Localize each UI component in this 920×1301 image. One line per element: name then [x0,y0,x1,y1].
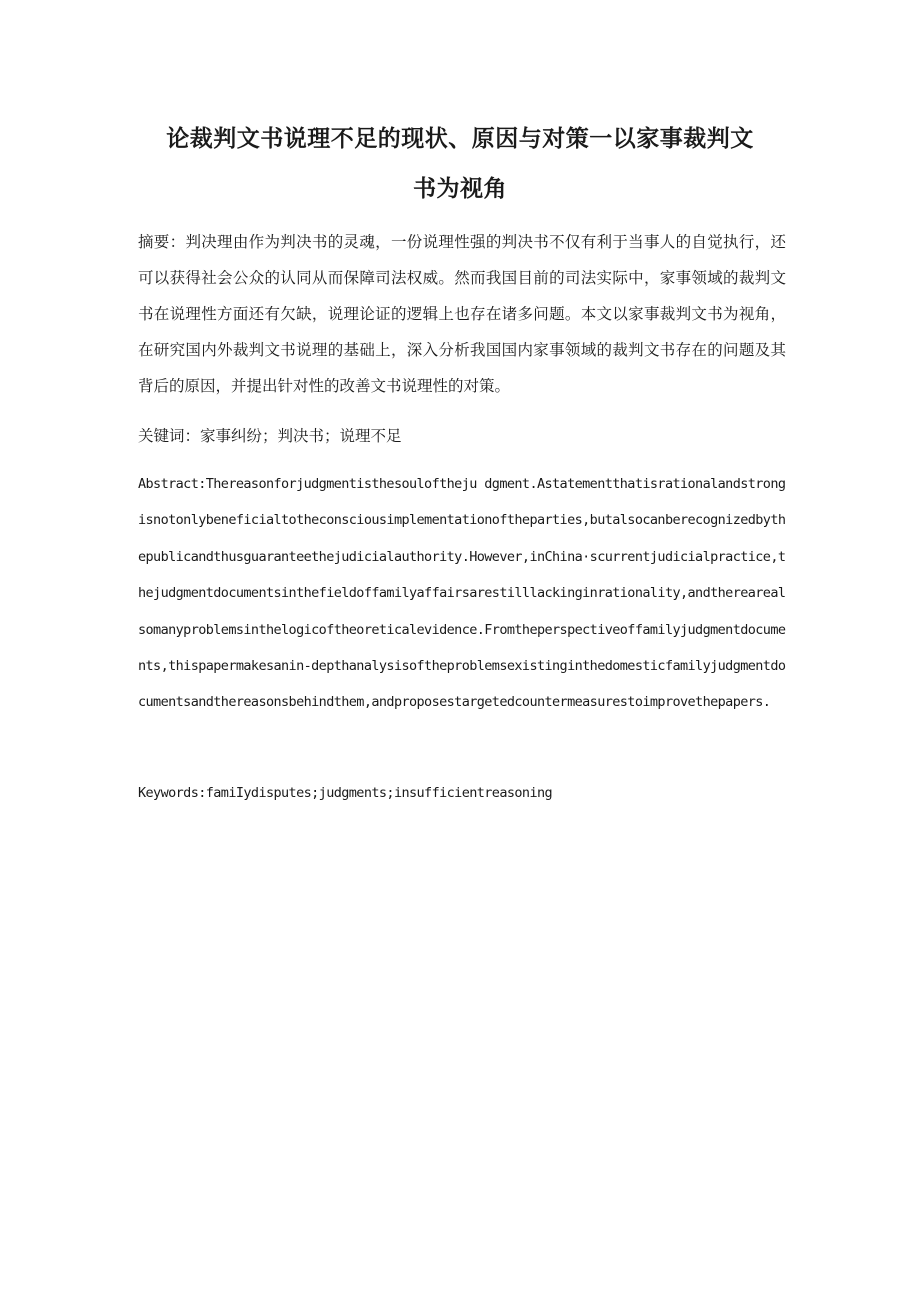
english-keywords [138,775,786,811]
chinese-abstract-label: 摘要： [138,233,186,251]
paper-title-line-1: 论裁判文书说理不足的现状、原因与对策一以家事裁判文 [166,126,754,152]
chinese-keywords [138,418,786,454]
english-abstract-label: Abstract: [138,476,206,492]
english-keywords-text: famiIydisputes;judgments;insufficientreasoning [205,785,553,801]
english-abstract [138,466,786,721]
english-abstract-text: Thereasonforjudgmentisthesouloftheju dgment.Astatementthatisrationalandstrongisnotonlybeneficialtotheconsciousimplementationoftheparties,butalsocanberecognizedbythepublicandthusguaranteethejudicialauthority.However,inChina·scurrentjudicialpractice,thejudgmentdocumentsinthefieldoffamilyaffairsarestilllackinginrationality,andtherearealsomanyproblemsinthelogicoftheoreticalevidence.Fromtheperspectiveoffamilyjudgmentdocuments,thispapermakesanin-depthanalysisoftheproblemsexistinginthedomesticfamilyjudgmentdocumentsandthereasonsbehindthem,andproposestargetedcountermeasurestoimprovethepapers. [138,476,786,711]
chinese-keywords-text: 家事纠纷；判决书；说理不足 [200,427,402,445]
chinese-keywords-label: 关键词： [138,427,201,445]
chinese-abstract-text: 判决理由作为判决书的灵魂，一份说理性强的判决书不仅有利于当事人的自觉执行，还可以获得社会公众的认同从而保障司法权威。然而我国目前的司法实际中，家事领域的裁判文书在说理性方面还有欠缺，说理论证的逻辑上也存在诸多问题。本文以家事裁判文书为视角，在研究国内外裁判文书说理的基础上，深入分析我国国内家事领域的裁判文书存在的问题及其背后的原因，并提出针对性的改善文书说理性的对策。 [138,233,786,395]
paper-title-line-2: 书为视角 [413,176,507,202]
english-keywords-label: Keywords: [138,785,206,801]
chinese-abstract [138,224,786,404]
